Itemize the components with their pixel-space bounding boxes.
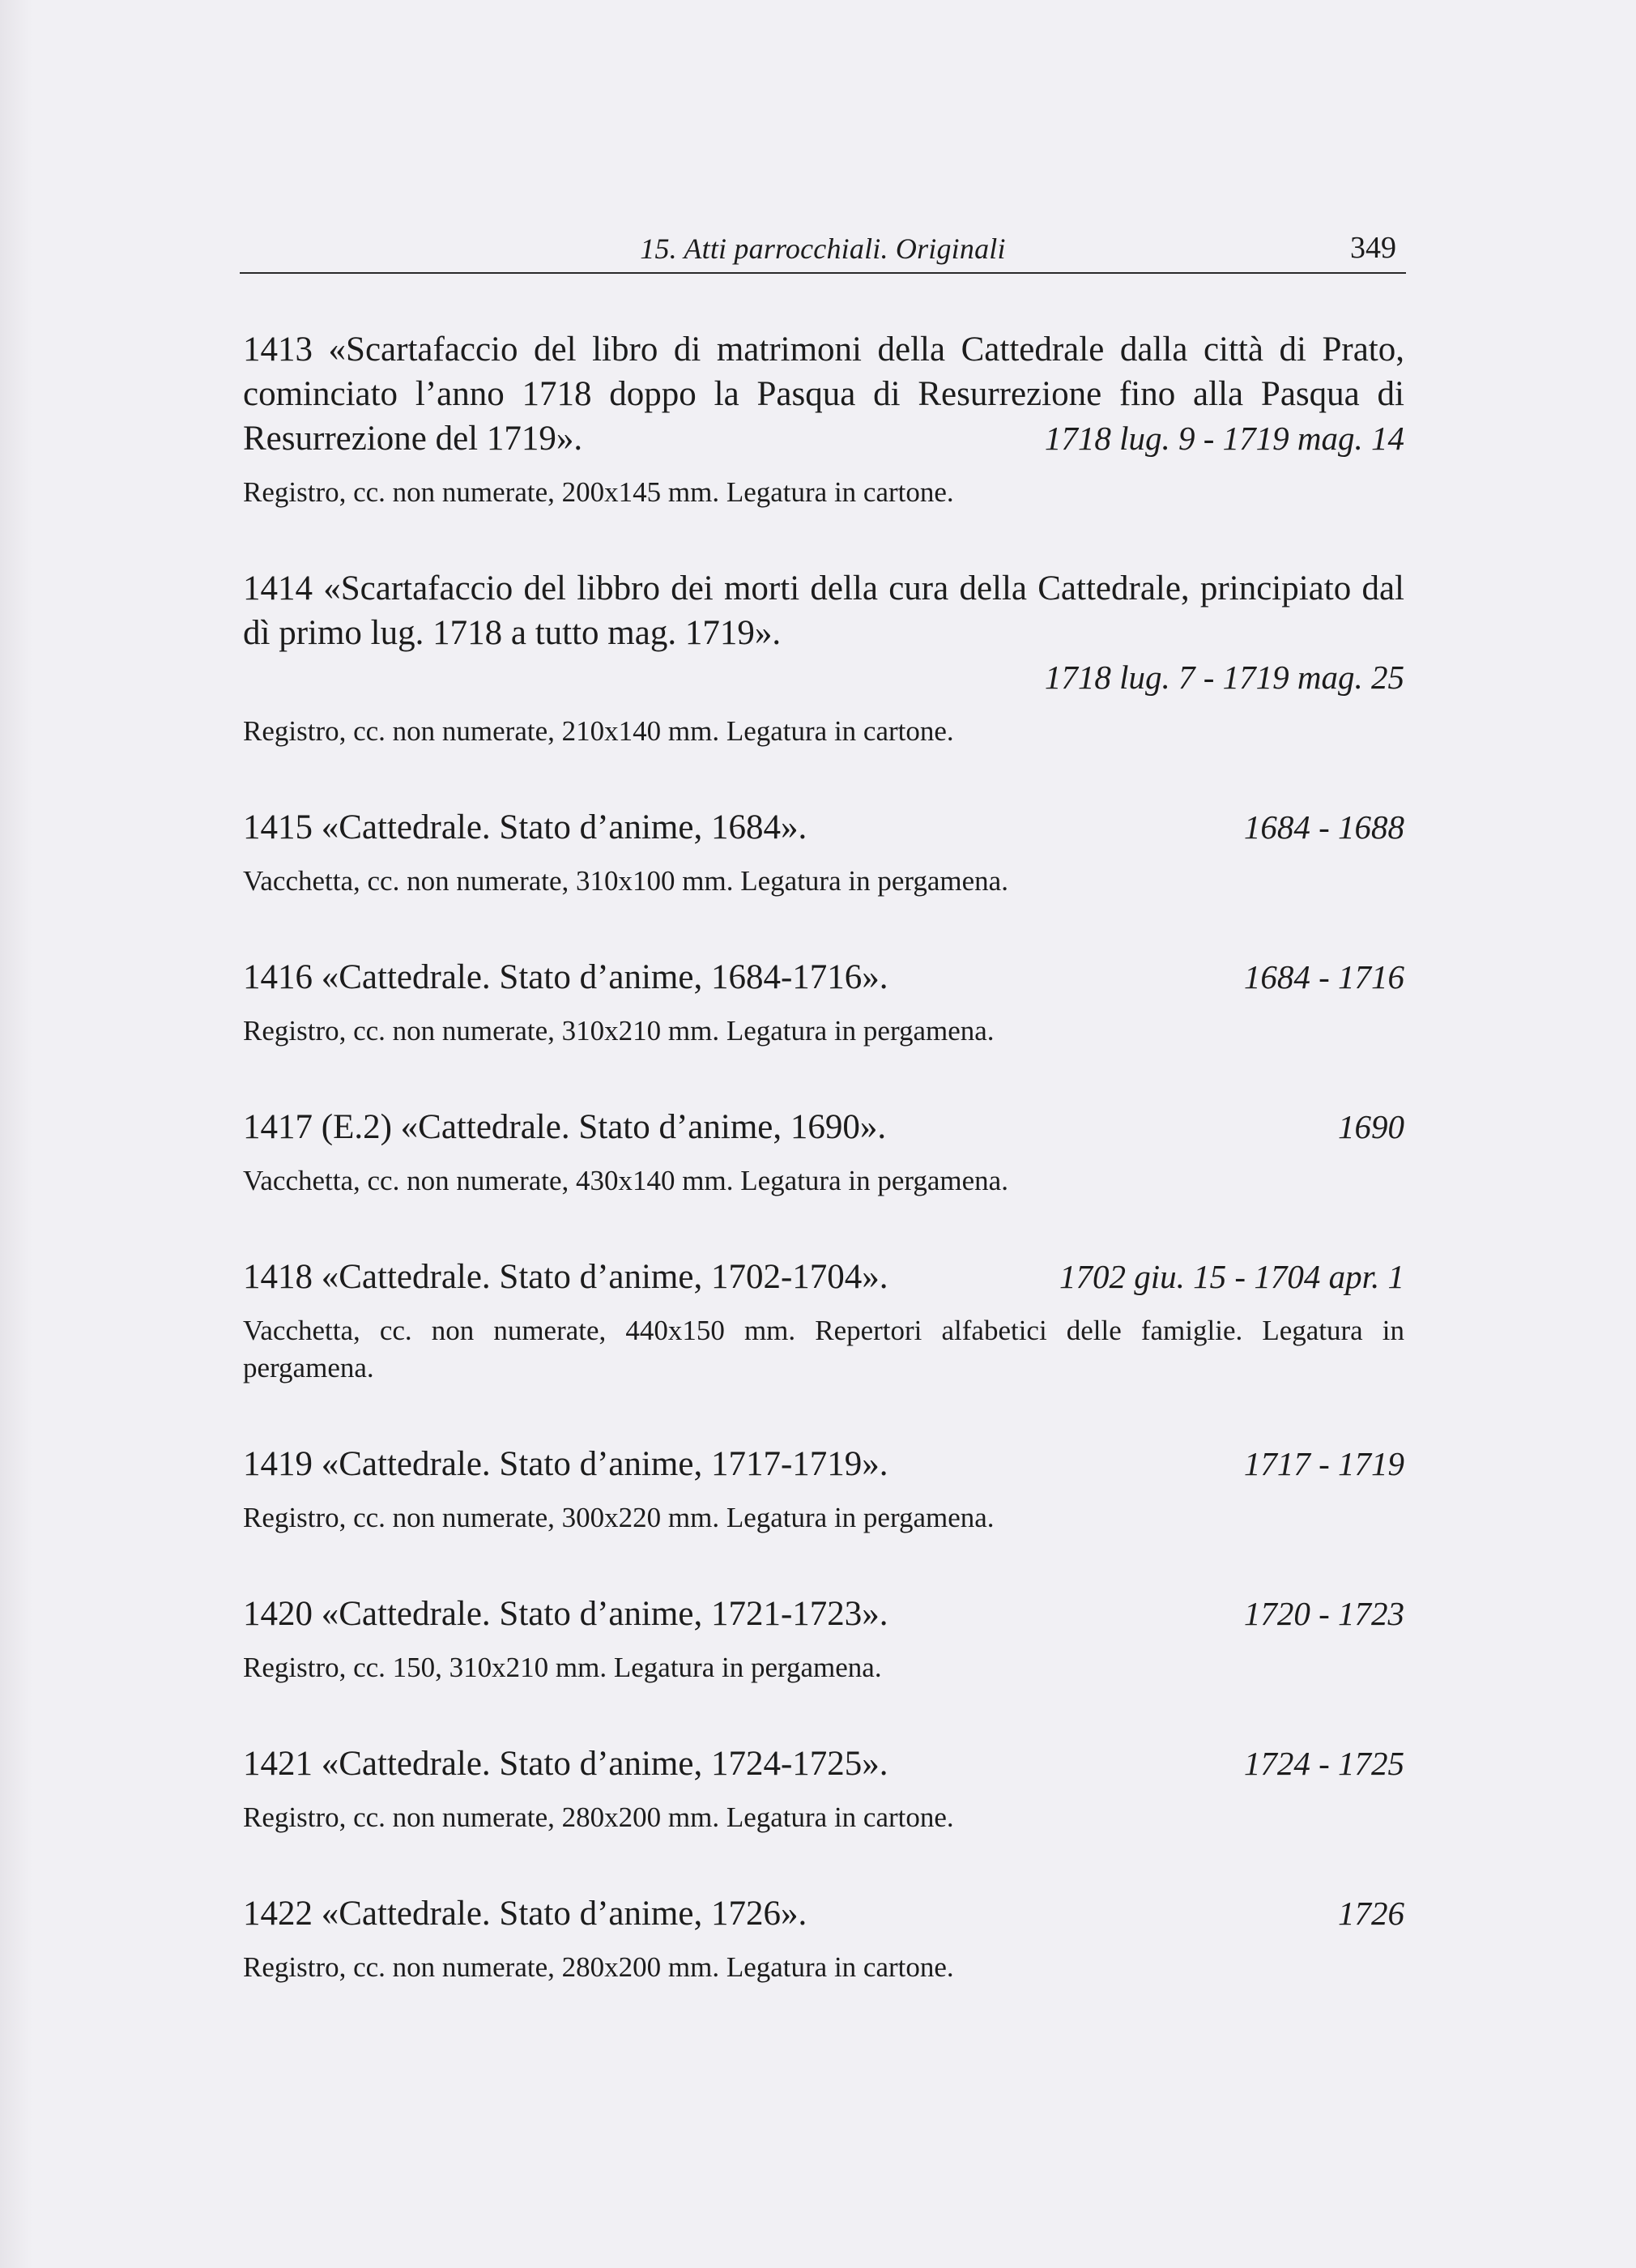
page-number: 349 xyxy=(1350,231,1396,265)
entry-date: 1726 xyxy=(1338,1895,1404,1932)
entry-title-text: 1418 «Cattedrale. Stato d’anime, 1702-1704». xyxy=(243,1258,888,1296)
entry-1413 xyxy=(243,327,1404,511)
entry-description: Registro, cc. non numerate, 210x140 mm. Legatura in cartone. xyxy=(243,715,954,747)
entry-1419 xyxy=(243,1442,1404,1537)
entry-description: Vacchetta, cc. non numerate, 310x100 mm. Legatura in pergamena. xyxy=(243,865,1008,897)
page-edge xyxy=(0,0,32,2268)
entry-date: 1684 - 1716 xyxy=(1243,958,1404,995)
entry-title xyxy=(243,1255,1404,1299)
entry-description: Vacchetta, cc. non numerate, 440x150 mm. Repertori alfabetici delle famiglie. Legatura in pergamena. xyxy=(243,1315,1404,1383)
entry-title xyxy=(243,327,1404,461)
entry-date: 1724 - 1725 xyxy=(1243,1745,1404,1782)
entry-title-text: 1419 «Cattedrale. Stato d’anime, 1717-1719». xyxy=(243,1445,888,1483)
entry-title-text: 1420 «Cattedrale. Stato d’anime, 1721-1723». xyxy=(243,1595,888,1633)
entry-description: Registro, cc. non numerate, 280x200 mm. Legatura in cartone. xyxy=(243,1801,954,1833)
entry-title xyxy=(243,1592,1404,1636)
entry-1420 xyxy=(243,1592,1404,1686)
entry-description: Registro, cc. 150, 310x210 mm. Legatura in pergamena. xyxy=(243,1652,882,1683)
entry-description: Registro, cc. non numerate, 300x220 mm. Legatura in pergamena. xyxy=(243,1502,995,1533)
entry-1416 xyxy=(243,955,1404,1050)
entry-title-text: 1413 «Scartafaccio del libro di matrimoni della Cattedrale dalla città di Prato, cominciato l’anno 1718 doppo la Pasqua di Resurrezione fino alla Pasqua di Resurrezione del 1719». xyxy=(243,330,1404,458)
entry-1422 xyxy=(243,1891,1404,1986)
entry-title: 1414 «Scartafaccio del libbro dei morti della cura della Cattedrale, principiato dal dì primo lug. 1718 a tutto mag. 1719». xyxy=(243,569,1404,652)
entry-title xyxy=(243,1891,1404,1936)
entry-title-text: 1417 (E.2) «Cattedrale. Stato d’anime, 1690». xyxy=(243,1108,887,1146)
entry-title xyxy=(243,1742,1404,1786)
entry-title-text: 1421 «Cattedrale. Stato d’anime, 1724-1725». xyxy=(243,1745,888,1783)
entry-title xyxy=(243,1442,1404,1486)
entry-title-text: 1415 «Cattedrale. Stato d’anime, 1684». xyxy=(243,808,807,846)
entry-title xyxy=(243,955,1404,1000)
entry-title-text: 1422 «Cattedrale. Stato d’anime, 1726». xyxy=(243,1895,807,1933)
running-header xyxy=(240,227,1406,274)
entry-date: 1717 - 1719 xyxy=(1243,1445,1404,1482)
entry-date: 1718 lug. 9 - 1719 mag. 14 xyxy=(1044,420,1404,457)
document-body xyxy=(243,327,1404,2041)
entry-date: 1690 xyxy=(1338,1108,1404,1145)
entry-title xyxy=(243,1105,1404,1149)
entry-description: Registro, cc. non numerate, 200x145 mm. Legatura in cartone. xyxy=(243,476,954,508)
entry-date: 1702 giu. 15 - 1704 apr. 1 xyxy=(1059,1258,1404,1295)
entry-1421 xyxy=(243,1742,1404,1836)
entry-1415 xyxy=(243,805,1404,900)
entry-date: 1684 - 1688 xyxy=(1243,808,1404,846)
entry-description: Registro, cc. non numerate, 310x210 mm. Legatura in pergamena. xyxy=(243,1015,995,1047)
entry-description: Vacchetta, cc. non numerate, 430x140 mm. Legatura in pergamena. xyxy=(243,1165,1008,1196)
entry-description: Registro, cc. non numerate, 280x200 mm. Legatura in cartone. xyxy=(243,1951,954,1983)
entry-date: 1718 lug. 7 - 1719 mag. 25 xyxy=(1044,659,1404,696)
entry-1417 xyxy=(243,1105,1404,1200)
entry-title-text: 1416 «Cattedrale. Stato d’anime, 1684-1716». xyxy=(243,958,888,996)
entry-date: 1720 - 1723 xyxy=(1243,1595,1404,1632)
entry-title xyxy=(243,805,1404,850)
running-header-title: 15. Atti parrocchiali. Originali xyxy=(640,232,1006,265)
entry-1414 xyxy=(243,566,1404,750)
entry-1418 xyxy=(243,1255,1404,1387)
